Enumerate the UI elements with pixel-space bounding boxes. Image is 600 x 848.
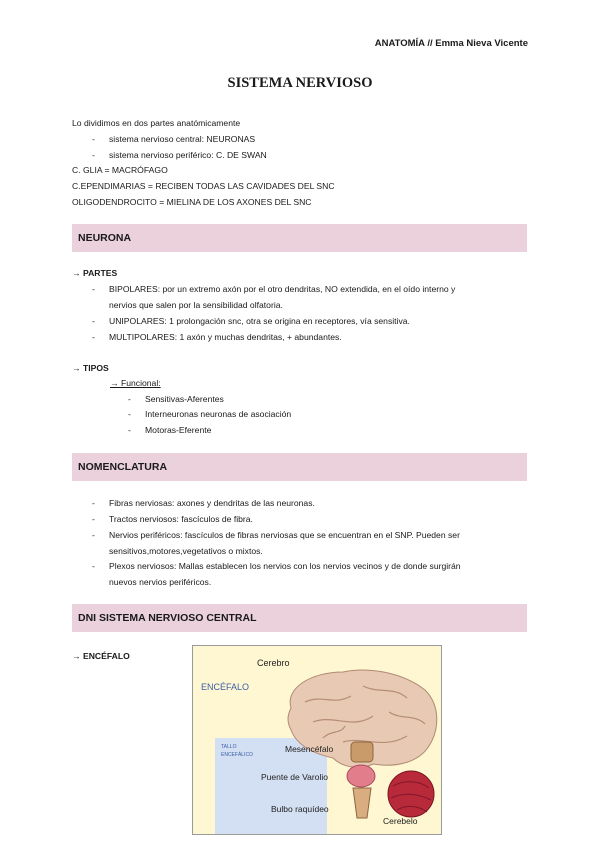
tipos-item: Motoras-Eferente (145, 425, 212, 435)
partes-item: UNIPOLARES: 1 prolongación snc, otra se origina en receptores, vía sensitiva. (109, 316, 410, 326)
intro-line: C. GLIA = MACRÓFAGO (72, 165, 168, 175)
partes-heading: → PARTES (72, 268, 118, 278)
brain-illustration (193, 646, 441, 834)
section-band-nomenclatura (72, 453, 527, 481)
encefalo-figure (192, 645, 442, 835)
section-band-dni (72, 604, 527, 632)
dash-marker: - (128, 394, 131, 404)
label-encefalo: ENCÉFALO (201, 682, 250, 692)
section-heading: NOMENCLATURA (78, 461, 168, 473)
intro-lead: Lo dividimos en dos partes anatómicamente (72, 118, 241, 128)
dash-marker: - (92, 316, 95, 326)
section-heading: NEURONA (78, 232, 132, 244)
label-bulbo: Bulbo raquídeo (271, 804, 329, 814)
tipos-heading: → TIPOS (72, 363, 109, 373)
nomenclatura-item-cont: sensitivos,motores,vegetativos o mixtos. (109, 546, 263, 556)
label-cerebro: Cerebro (257, 658, 290, 668)
nomenclatura-item-cont: nuevos nervios periféricos. (109, 577, 212, 587)
tipos-subheading: → Funcional: (110, 378, 161, 388)
encefalo-heading: → ENCÉFALO (72, 651, 130, 661)
dash-marker: - (92, 150, 95, 160)
section-band-neurona (72, 224, 527, 252)
partes-item: BIPOLARES: por un extremo axón por el otro dendritas, NO extendida, en el oído interno y (109, 284, 456, 294)
nomenclatura-item: Tractos nerviosos: fascículos de fibra. (109, 514, 253, 524)
dash-marker: - (92, 530, 95, 540)
dash-marker: - (128, 425, 131, 435)
intro-bullet: sistema nervioso central: NEURONAS (109, 134, 256, 144)
dash-marker: - (92, 514, 95, 524)
tipos-item: Sensitivas-Aferentes (145, 394, 224, 404)
dash-marker: - (92, 134, 95, 144)
nomenclatura-item: Nervios periféricos: fascículos de fibras nerviosas que se encuentran en el SNP. Pueden ser (109, 530, 460, 540)
dash-marker: - (92, 284, 95, 294)
partes-item: MULTIPOLARES: 1 axón y muchas dendritas, + abundantes. (109, 332, 342, 342)
intro-bullet: sistema nervioso periférico: C. DE SWAN (109, 150, 267, 160)
label-cerebelo: Cerebelo (383, 816, 418, 826)
dash-marker: - (128, 409, 131, 419)
label-puente: Puente de Varolio (261, 772, 328, 782)
nomenclatura-item: Plexos nerviosos: Mallas establecen los nervios con los nervios vecinos y de donde surgirán (109, 561, 461, 571)
intro-line: OLIGODENDROCITO = MIELINA DE LOS AXONES DEL SNC (72, 197, 312, 207)
mesencefalo-shape (351, 742, 373, 762)
dash-marker: - (92, 498, 95, 508)
label-tallo-1: TALLO (221, 744, 237, 750)
page-title: SISTEMA NERVIOSO (227, 75, 373, 91)
page-header: ANATOMÍA // Emma Nieva Vicente (374, 38, 528, 49)
nomenclatura-item: Fibras nerviosas: axones y dendritas de las neuronas. (109, 498, 315, 508)
dash-marker: - (92, 561, 95, 571)
label-mesencefalo: Mesencéfalo (285, 744, 334, 754)
puente-shape (347, 765, 375, 787)
section-heading: DNI SISTEMA NERVIOSO CENTRAL (78, 612, 257, 624)
dash-marker: - (92, 332, 95, 342)
label-tallo-2: ENCEFÁLICO (221, 752, 253, 758)
intro-line: C.EPENDIMARIAS = RECIBEN TODAS LAS CAVIDADES DEL SNC (72, 181, 335, 191)
partes-item-cont: nervios que salen por la sensibilidad olfatoria. (109, 300, 283, 310)
tipos-item: Interneuronas neuronas de asociación (145, 409, 292, 419)
